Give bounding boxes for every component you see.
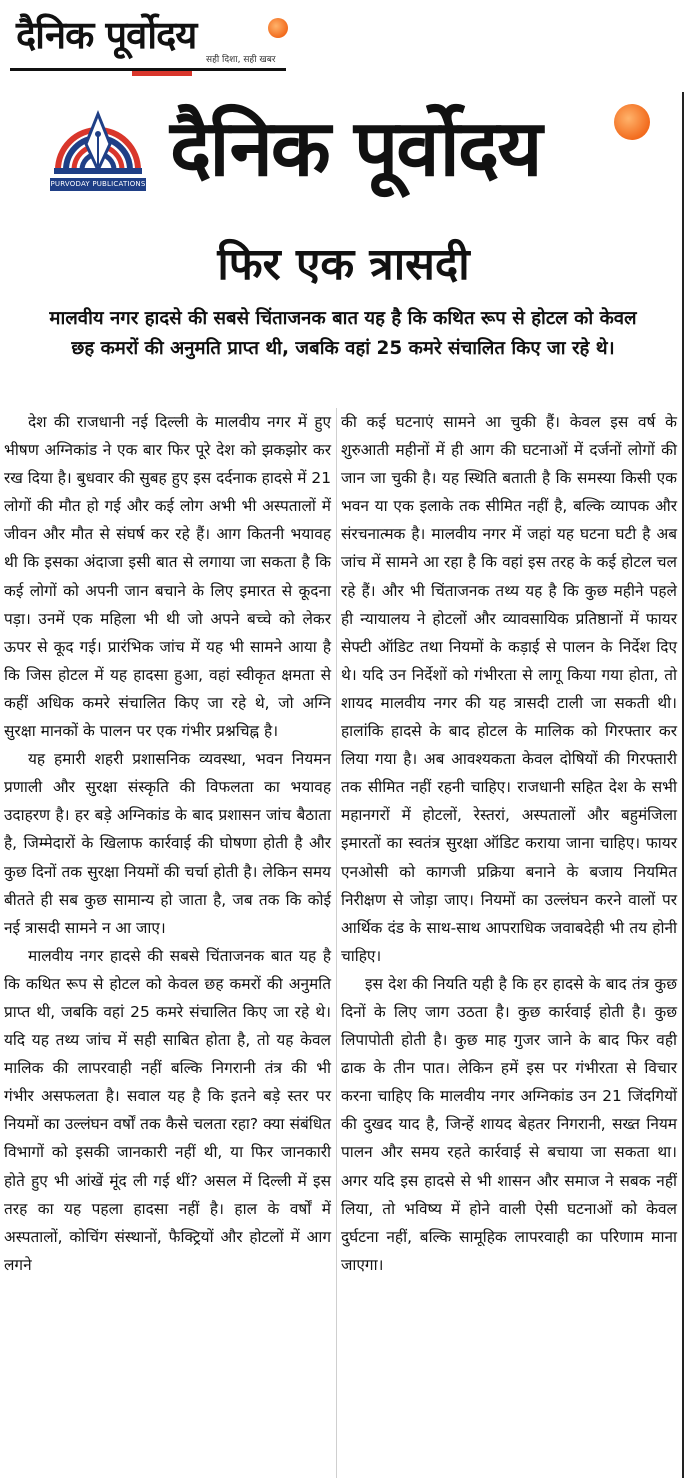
body-paragraph: मालवीय नगर हादसे की सबसे चिंताजनक बात यह है कि कथित रूप से होटल को केवल छह कमरों की अनुमति प्राप्त थी, जबकि वहां 25 कमरे संचालित किए जा रहे थे। यदि यह तथ्य जांच में सही साबित होता है, तो यह केवल मालिक की लापरवाही नहीं बल्कि निगरानी तंत्र की भी गंभीर असफलता है। सवाल यह है कि इतने बड़े स्तर पर नियमों का उल्लंघन वर्षों तक कैसे चलता रहा? क्या संबंधित विभागों को इसकी जानकारी नहीं थी, या फिर जानकारी होते हुए भी आंखें मूंद ली गई थीं? असल में दिल्ली में इस तरह का यह पहला हादसा नहीं है। हाल के वर्षों में अस्पतालों, कोचिंग संस्थानों, फैक्ट्रियों और होटलों में आग लगने: [4, 946, 331, 1274]
pen-nib-logo-graphic: [50, 104, 146, 178]
publication-name: दैनिक पूर्वोदय: [170, 104, 541, 194]
sun-dot: [614, 104, 650, 140]
pen-nib-logo: [50, 104, 146, 192]
column-divider: [336, 408, 337, 1478]
publication-tagline: सही दिशा, सही खबर: [206, 55, 276, 65]
publication-name-small: दैनिक पूर्वोदय: [16, 13, 197, 57]
right-column: [341, 408, 677, 1279]
sun-dot-small: [268, 18, 288, 38]
article-deck: मालवीय नगर हादसे की सबसे चिंताजनक बात यह है कि कथित रूप से होटल को केवल छह कमरों की अनुमति प्राप्त थी, जबकि वहां 25 कमरे संचालित किए जा रहे थे।: [49, 308, 637, 359]
body-paragraph: यह हमारी शहरी प्रशासनिक व्यवस्था, भवन नियमन प्रणाली और सुरक्षा संस्कृति की विफलता का भयावह उदाहरण है। हर बड़े अग्निकांड के बाद प्रशासन जांच बैठाता है, जिम्मेदारों के खिलाफ कार्रवाई की घोषणा होती है और कुछ दिनों तक सुरक्षा नियमों की चर्चा होती है। लेकिन समय बीतते ही सब कुछ सामान्य हो जाता है, जब तक कि कोई नई त्रासदी सामने न आ जाए।: [4, 750, 331, 937]
banner-red-strip: [132, 71, 192, 76]
masthead: [0, 92, 687, 200]
top-banner: [10, 6, 286, 74]
body-paragraph: देश की राजधानी नई दिल्ली के मालवीय नगर में हुए भीषण अग्निकांड ने एक बार फिर पूरे देश को झकझोर कर रख दिया है। बुधवार की सुबह हुए इस दर्दनाक हादसे में 21 लोगों की मौत हो गई और कई लोग अभी भी अस्पतालों में जीवन और मौत से संघर्ष कर रहे हैं। आग कितनी भयावह थी कि इसका अंदाजा इसी बात से लगाया जा सकता है कि कई लोगों को अपनी जान बचाने के लिए इमारत से कूदना पड़ा। उनमें एक महिला भी थी जो अपने बच्चे को लेकर ऊपर से कूद गई। प्रारंभिक जांच में यह भी सामने आया है कि जिस होटल में यह हादसा हुआ, वहां स्वीकृत क्षमता से कहीं अधिक कमरे संचालित किए जा रहे थे, जो अग्नि सुरक्षा मानकों के पालन पर एक गंभीर प्रश्नचिह्न है।: [4, 413, 331, 741]
article-headline: फिर एक त्रासदी: [217, 239, 470, 290]
article-body: [0, 408, 687, 1478]
body-paragraph: इस देश की नियति यही है कि हर हादसे के बाद तंत्र कुछ दिनों के लिए जाग उठता है। कुछ कार्रवाई होती है। कुछ लिपापोती होती है। कुछ माह गुजर जाने के बाद फिर वही ढाक के तीन पात। लेकिन हमें इस पर गंभीरता से विचार करना चाहिए कि मालवीय नगर अग्निकांड उन 21 जिंदगियों की दुखद याद है, जिन्हें शायद बेहतर निगरानी, सख्त नियम पालन और समय रहते कार्रवाई से बचाया जा सकता था। अगर यदि इस हादसे से भी शासन और समाज ने सबक नहीं लिया, तो भविष्य में होने वाली ऐसी घटनाओं को केवल दुर्घटना नहीं, बल्कि सामूहिक लापरवाही का परिणाम माना जाएगा।: [341, 974, 677, 1274]
left-column: [4, 408, 331, 1279]
body-paragraph: की कई घटनाएं सामने आ चुकी हैं। केवल इस वर्ष के शुरुआती महीनों में ही आग की घटनाओं में दर्जनों लोगों की जान जा चुकी है। यह स्थिति बताती है कि समस्या किसी एक भवन या एक इलाके तक सीमित नहीं है, बल्कि व्यापक और संरचनात्मक है। मालवीय नगर में जहां यह घटना घटी है अब जांच में सामने आ रहा है कि वहां इस तरह के कई होटल चल रहे हैं। और भी चिंताजनक तथ्य यह है कि कुछ महीने पहले ही न्यायालय ने होटलों और व्यावसायिक प्रतिष्ठानों में फायर सेफ्टी ऑडिट तथा नियमों के कड़ाई से पालन के निर्देश दिए थे। यदि उन निर्देशों को गंभीरता से लागू किया गया होता, तो शायद मालवीय नगर की यह त्रासदी टाली जा सकती थी। हालांकि हादसे के बाद होटल के मालिक को गिरफ्तार कर लिया गया है। अब आवश्यकता केवल दोषियों की गिरफ्तारी तक सीमित नहीं रहनी चाहिए। राजधानी सहित देश के सभी महानगरों में होटलों, रेस्तरां, अस्पतालों और बहुमंजिला इमारतों का स्वतंत्र सुरक्षा ऑडिट कराया जाना चाहिए। फायर एनओसी को कागजी प्रक्रिया बनाने के बजाय नियमित निरीक्षण से जोड़ा जाए। नियमों का उल्लंघन करने वालों पर आर्थिक दंड के साथ-साथ आपराधिक जवाबदेही भी तय होनी चाहिए।: [341, 413, 677, 965]
logo-caption: PURVODAY PUBLICATIONS: [50, 178, 146, 191]
